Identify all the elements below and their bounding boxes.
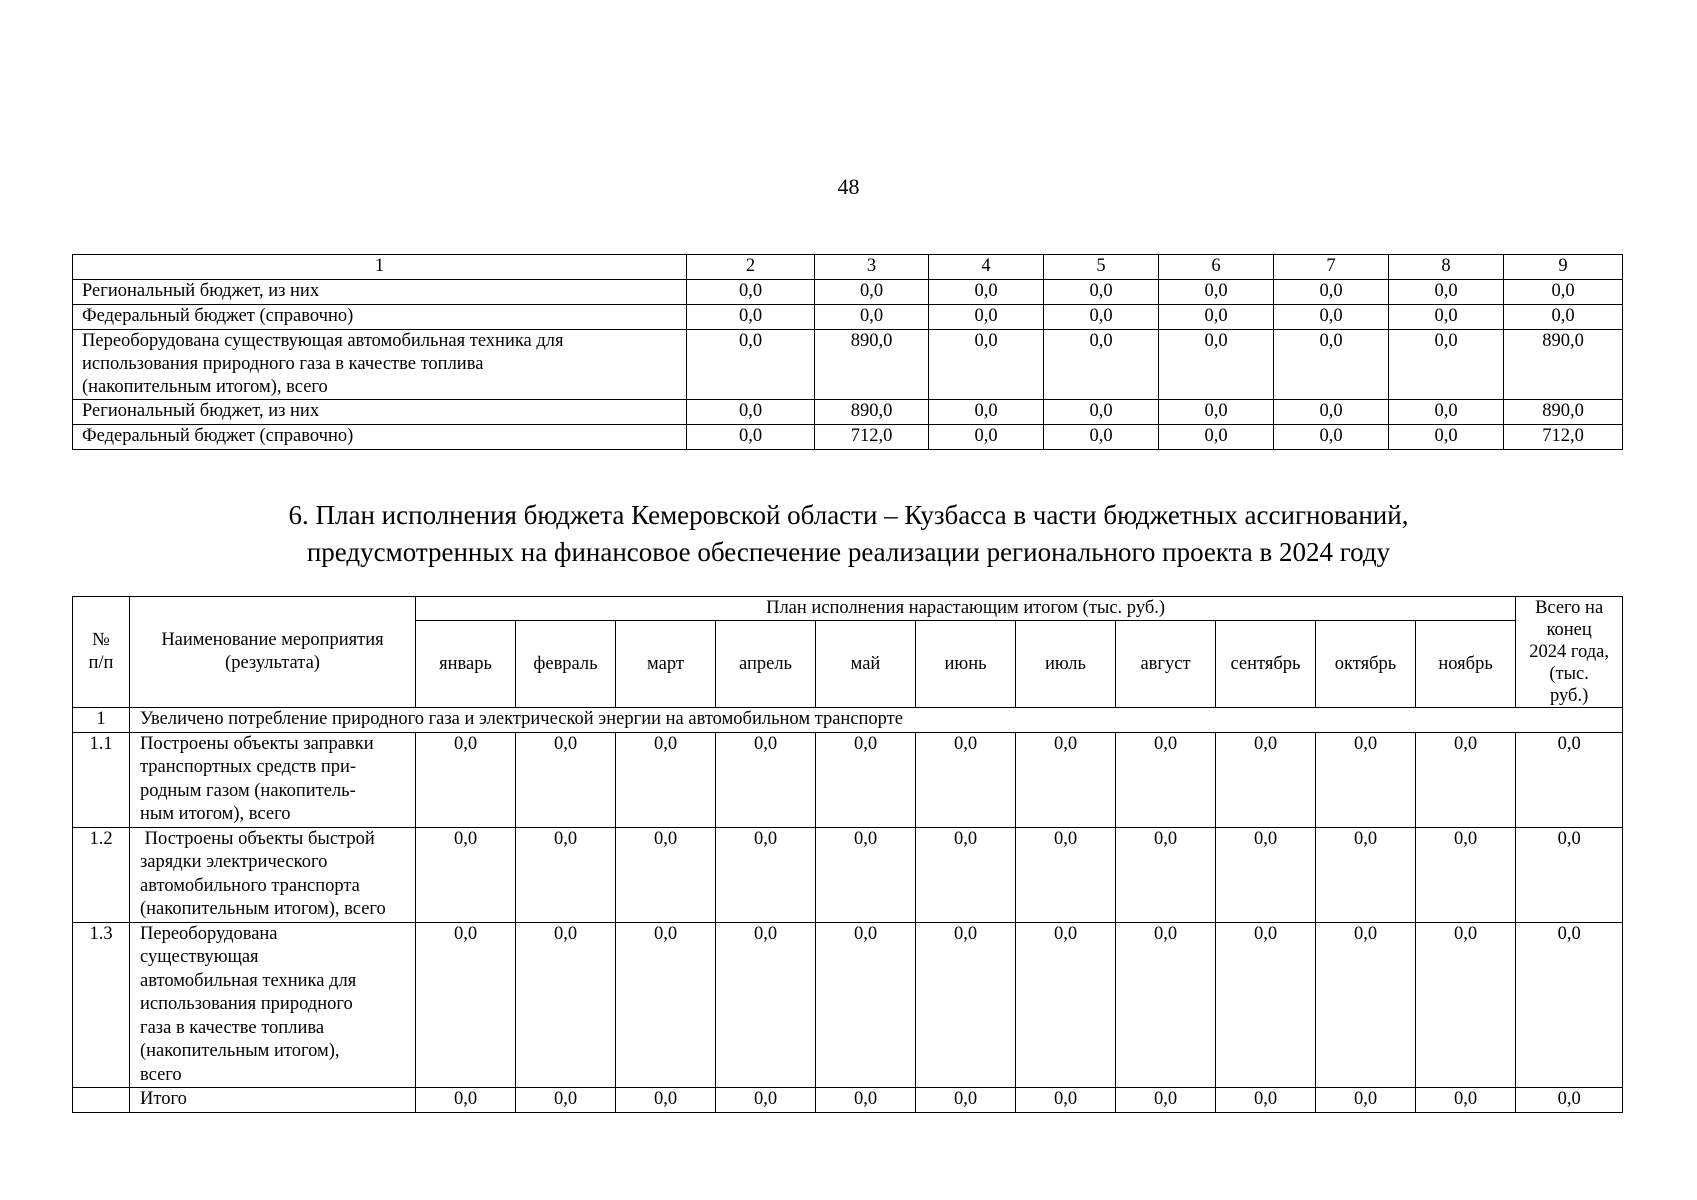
month-value: 0,0 (416, 732, 516, 827)
total-value: 0,0 (1516, 1088, 1623, 1113)
header-line: (тыс. (1549, 664, 1589, 684)
activity-name (130, 827, 416, 922)
month-header: май (816, 621, 916, 708)
row-label: Федеральный бюджет (справочно) (73, 425, 687, 450)
activity-name-line: Построены объекты быстрой (140, 828, 375, 849)
group-row (73, 708, 1623, 733)
month-value: 0,0 (816, 732, 916, 827)
column-number-cell: 4 (929, 255, 1044, 280)
header-line: 2024 года, (1529, 642, 1609, 662)
budget-summary-table (72, 254, 1623, 450)
month-value: 0,0 (516, 732, 616, 827)
month-value: 0,0 (816, 1088, 916, 1113)
header-line: конец (1546, 620, 1592, 640)
month-value: 0,0 (616, 827, 716, 922)
group-name: Увеличено потребление природного газа и электрической энергии на автомобильном транспорте (130, 708, 1623, 733)
month-value: 0,0 (716, 1088, 816, 1113)
activity-name-line: автомобильная техника для (140, 970, 357, 991)
value-cell: 0,0 (1504, 280, 1623, 305)
activity-name-line: Построены объекты заправки (140, 733, 374, 754)
header-row (73, 597, 1623, 621)
column-number-cell: 9 (1504, 255, 1623, 280)
value-cell: 0,0 (1389, 305, 1504, 330)
month-value: 0,0 (1016, 922, 1116, 1088)
table-row (73, 922, 1623, 1088)
month-header: июнь (916, 621, 1016, 708)
total-row (73, 1088, 1623, 1113)
month-value: 0,0 (1016, 827, 1116, 922)
value-cell: 0,0 (1389, 330, 1504, 400)
month-header: февраль (516, 621, 616, 708)
month-value: 0,0 (616, 1088, 716, 1113)
row-number (73, 1088, 130, 1113)
table-row (73, 425, 1623, 450)
month-value: 0,0 (1316, 827, 1416, 922)
value-cell: 0,0 (687, 425, 815, 450)
value-cell: 712,0 (815, 425, 929, 450)
month-value: 0,0 (1216, 827, 1316, 922)
column-number-cell: 8 (1389, 255, 1504, 280)
value-cell: 0,0 (815, 280, 929, 305)
row-label-line: (накопительным итогом), всего (82, 377, 328, 397)
header-line: п/п (88, 653, 114, 673)
column-header-plan: План исполнения нарастающим итогом (тыс. руб.) (416, 597, 1516, 621)
value-cell: 0,0 (1274, 425, 1389, 450)
value-cell: 712,0 (1504, 425, 1623, 450)
activity-name-line: зарядки электрического (140, 852, 328, 872)
month-value: 0,0 (1316, 922, 1416, 1088)
value-cell: 890,0 (815, 330, 929, 400)
month-value: 0,0 (916, 922, 1016, 1088)
activity-name-line: Переоборудована (140, 923, 278, 944)
column-number-cell: 3 (815, 255, 929, 280)
value-cell: 0,0 (1274, 330, 1389, 400)
activity-name-line: ным итогом), всего (140, 804, 291, 824)
month-value: 0,0 (1116, 732, 1216, 827)
column-number-cell: 6 (1159, 255, 1274, 280)
table-row (73, 305, 1623, 330)
activity-name-line: (накопительным итогом), всего (140, 899, 386, 919)
month-value: 0,0 (716, 827, 816, 922)
month-value: 0,0 (416, 827, 516, 922)
value-cell: 0,0 (1044, 400, 1159, 425)
column-header-total (1516, 597, 1623, 708)
value-cell: 0,0 (687, 330, 815, 400)
row-label: Региональный бюджет, из них (73, 400, 687, 425)
value-cell: 0,0 (1159, 400, 1274, 425)
month-value: 0,0 (1116, 922, 1216, 1088)
month-value: 0,0 (1016, 1088, 1116, 1113)
value-cell: 0,0 (1159, 330, 1274, 400)
month-header: январь (416, 621, 516, 708)
value-cell: 0,0 (1274, 305, 1389, 330)
value-cell: 0,0 (687, 400, 815, 425)
activity-name-line: транспортных средств при- (140, 757, 357, 777)
value-cell: 0,0 (1159, 425, 1274, 450)
value-cell: 890,0 (815, 400, 929, 425)
month-value: 0,0 (916, 827, 1016, 922)
value-cell: 890,0 (1504, 400, 1623, 425)
month-value: 0,0 (1116, 827, 1216, 922)
value-cell: 0,0 (1274, 400, 1389, 425)
value-cell: 0,0 (687, 305, 815, 330)
section-title-line-2: предусмотренных на финансовое обеспечение реализации регионального проекта в 2024 году (306, 537, 1391, 567)
row-label-line: Переоборудована существующая автомобильная техника для (82, 331, 564, 351)
row-label-line: использования природного газа в качестве топлива (82, 354, 484, 374)
month-header: март (616, 621, 716, 708)
column-number-cell: 2 (687, 255, 815, 280)
column-number-cell: 5 (1044, 255, 1159, 280)
month-value: 0,0 (916, 732, 1016, 827)
value-cell: 0,0 (1044, 330, 1159, 400)
table-row (73, 330, 1623, 400)
activity-name-line: существующая (140, 947, 259, 967)
value-cell: 0,0 (1274, 280, 1389, 305)
month-value: 0,0 (816, 922, 916, 1088)
activity-name-line: автомобильного транспорта (140, 875, 360, 896)
month-value: 0,0 (1416, 1088, 1516, 1113)
month-value: 0,0 (1316, 732, 1416, 827)
column-header-name (130, 597, 416, 708)
column-header-number (73, 597, 130, 708)
month-value: 0,0 (1416, 732, 1516, 827)
month-value: 0,0 (916, 1088, 1016, 1113)
value-cell: 890,0 (1504, 330, 1623, 400)
month-header: ноябрь (1416, 621, 1516, 708)
section-title (0, 497, 1697, 571)
month-value: 0,0 (816, 827, 916, 922)
header-line: руб.) (1550, 686, 1589, 706)
table-row (73, 400, 1623, 425)
month-header: октябрь (1316, 621, 1416, 708)
month-value: 0,0 (616, 922, 716, 1088)
month-value: 0,0 (1416, 827, 1516, 922)
month-value: 0,0 (516, 827, 616, 922)
value-cell: 0,0 (929, 330, 1044, 400)
month-header: сентябрь (1216, 621, 1316, 708)
row-number: 1.1 (73, 732, 130, 827)
page-number: 48 (837, 174, 860, 199)
value-cell: 0,0 (1389, 400, 1504, 425)
total-label: Итого (130, 1088, 416, 1113)
month-value: 0,0 (1316, 1088, 1416, 1113)
value-cell: 0,0 (687, 280, 815, 305)
column-number-cell: 7 (1274, 255, 1389, 280)
header-line: (результата) (225, 653, 320, 673)
value-cell: 0,0 (1159, 280, 1274, 305)
table-row (73, 732, 1623, 827)
budget-execution-plan-table (72, 596, 1623, 1113)
activity-name-line: газа в качестве топлива (140, 1017, 325, 1038)
group-number: 1 (73, 708, 130, 733)
row-number: 1.3 (73, 922, 130, 1088)
value-cell: 0,0 (1389, 425, 1504, 450)
month-value: 0,0 (1416, 922, 1516, 1088)
value-cell: 0,0 (1389, 280, 1504, 305)
value-cell: 0,0 (1159, 305, 1274, 330)
value-cell: 0,0 (929, 280, 1044, 305)
header-line: № (92, 630, 110, 650)
total-value: 0,0 (1516, 827, 1623, 922)
row-number: 1.2 (73, 827, 130, 922)
total-value: 0,0 (1516, 922, 1623, 1088)
value-cell: 0,0 (1044, 305, 1159, 330)
month-value: 0,0 (1216, 922, 1316, 1088)
month-header: апрель (716, 621, 816, 708)
month-value: 0,0 (516, 922, 616, 1088)
row-label: Региональный бюджет, из них (73, 280, 687, 305)
activity-name-line: (накопительным итогом), (140, 1041, 340, 1061)
activity-name-line: всего (140, 1064, 182, 1085)
month-value: 0,0 (516, 1088, 616, 1113)
month-value: 0,0 (716, 732, 816, 827)
month-value: 0,0 (416, 1088, 516, 1113)
month-value: 0,0 (1116, 1088, 1216, 1113)
value-cell: 0,0 (815, 305, 929, 330)
column-number-cell: 1 (73, 255, 687, 280)
month-value: 0,0 (1216, 732, 1316, 827)
row-label: Федеральный бюджет (справочно) (73, 305, 687, 330)
activity-name-line: использования природного (140, 994, 353, 1014)
month-value: 0,0 (416, 922, 516, 1088)
table-row (73, 827, 1623, 922)
value-cell: 0,0 (1044, 280, 1159, 305)
row-label (73, 330, 687, 400)
activity-name (130, 732, 416, 827)
activity-name (130, 922, 416, 1088)
header-line: Наименование мероприятия (161, 630, 384, 650)
value-cell: 0,0 (929, 425, 1044, 450)
total-value: 0,0 (1516, 732, 1623, 827)
column-number-row (73, 255, 1623, 280)
month-value: 0,0 (1016, 732, 1116, 827)
header-line: Всего на (1535, 598, 1604, 618)
section-title-line-1: 6. План исполнения бюджета Кемеровской области – Кузбасса в части бюджетных ассигнований, (288, 500, 1409, 530)
value-cell: 0,0 (1504, 305, 1623, 330)
value-cell: 0,0 (929, 305, 1044, 330)
table-row (73, 280, 1623, 305)
month-header: август (1116, 621, 1216, 708)
activity-name-line: родным газом (накопитель- (140, 780, 356, 801)
month-header: июль (1016, 621, 1116, 708)
month-value: 0,0 (716, 922, 816, 1088)
value-cell: 0,0 (1044, 425, 1159, 450)
value-cell: 0,0 (929, 400, 1044, 425)
month-value: 0,0 (616, 732, 716, 827)
month-value: 0,0 (1216, 1088, 1316, 1113)
